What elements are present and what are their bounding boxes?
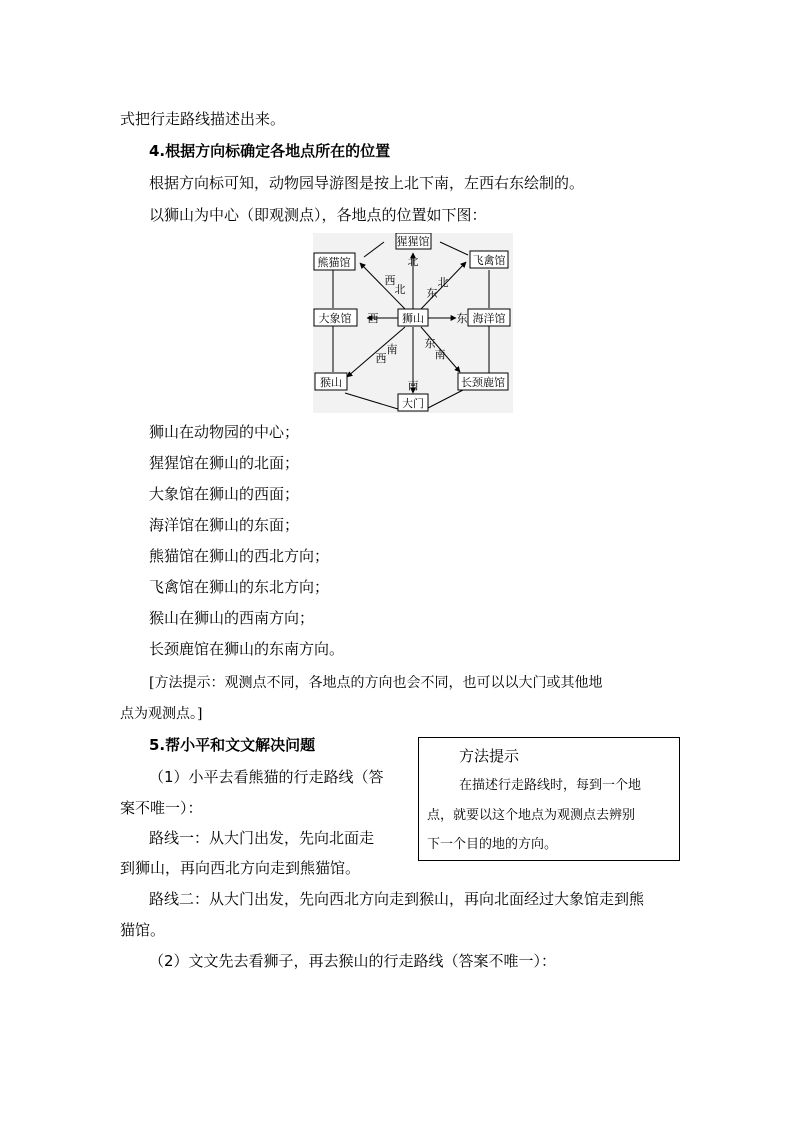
section4-para2: 以狮山为中心（即观测点），各地点的位置如下图： <box>149 206 487 224</box>
label-nw-1: 西 <box>384 274 396 287</box>
label-south: 南 <box>407 379 419 392</box>
place-center: 狮山 <box>402 312 424 325</box>
tip-line2: 点，就要以这个地点为观测点去辨别 <box>427 808 636 823</box>
place-east: 海洋馆 <box>472 312 506 325</box>
tip-line1: 在描述行走路线时，每到一个地 <box>459 778 642 793</box>
label-ne-1: 北 <box>437 276 449 289</box>
label-east: 东 <box>456 312 468 325</box>
position-item: 猴山在狮山的西南方向； <box>149 609 315 627</box>
position-item: 熊猫馆在狮山的西北方向； <box>149 547 330 565</box>
place-north: 猩猩馆 <box>396 235 430 248</box>
place-southeast: 长颈鹿馆 <box>461 376 505 389</box>
section4-para1: 根据方向标可知，动物园导游图是按上北下南，左西右东绘制的。 <box>149 174 585 192</box>
tip-title: 方法提示 <box>459 747 520 765</box>
label-ne-2: 东 <box>426 287 438 300</box>
label-sw-2: 南 <box>386 343 398 356</box>
section5-heading: 5.帮小平和文文解决问题 <box>149 736 316 754</box>
place-southwest: 猴山 <box>320 376 342 389</box>
position-item: 大象馆在狮山的西面； <box>149 485 300 503</box>
place-south: 大门 <box>402 397 424 410</box>
route2-line2: 猫馆。 <box>120 921 166 939</box>
position-item: 长颈鹿馆在狮山的东南方向。 <box>149 640 345 658</box>
method-note-line2: 点为观测点。] <box>120 706 203 722</box>
label-se-2: 南 <box>434 348 446 361</box>
position-item: 海洋馆在狮山的东面； <box>149 516 300 534</box>
method-note-line1: [方法提示：观测点不同，各地点的方向也会不同，也可以以大门或其他地 <box>149 675 603 691</box>
zoo-direction-diagram <box>313 233 513 413</box>
question1-line1: （1）小平去看熊猫的行走路线（答 <box>149 768 384 786</box>
position-item: 飞禽馆在狮山的东北方向； <box>149 578 330 596</box>
position-item: 猩猩馆在狮山的北面； <box>149 454 300 472</box>
question1-line2: 案不唯一）： <box>120 799 203 817</box>
section4-heading: 4.根据方向标确定各地点所在的位置 <box>149 142 391 160</box>
tip-line3: 下一个目的地的方向。 <box>427 837 558 852</box>
route1-line2: 到狮山，再向西北方向走到熊猫馆。 <box>120 859 361 877</box>
label-nw-2: 北 <box>394 283 406 296</box>
place-west: 大象馆 <box>318 312 352 325</box>
label-sw-1: 西 <box>375 352 387 365</box>
place-northeast: 飞禽馆 <box>472 254 506 267</box>
route1-line1: 路线一：从大门出发，先向北面走 <box>149 829 375 847</box>
route2-line1: 路线二：从大门出发，先向西北方向走到猴山，再向北面经过大象馆走到熊 <box>149 890 645 908</box>
label-west: 西 <box>367 312 379 325</box>
question2: （2）文文先去看狮子，再去猴山的行走路线（答案不唯一）： <box>149 952 557 970</box>
place-northwest: 熊猫馆 <box>317 256 351 269</box>
intro-line: 式把行走路线描述出来。 <box>120 110 286 128</box>
label-se-1: 东 <box>424 337 436 350</box>
method-tip-box <box>418 737 680 861</box>
position-item: 狮山在动物园的中心； <box>149 423 300 441</box>
label-north: 北 <box>407 255 419 268</box>
